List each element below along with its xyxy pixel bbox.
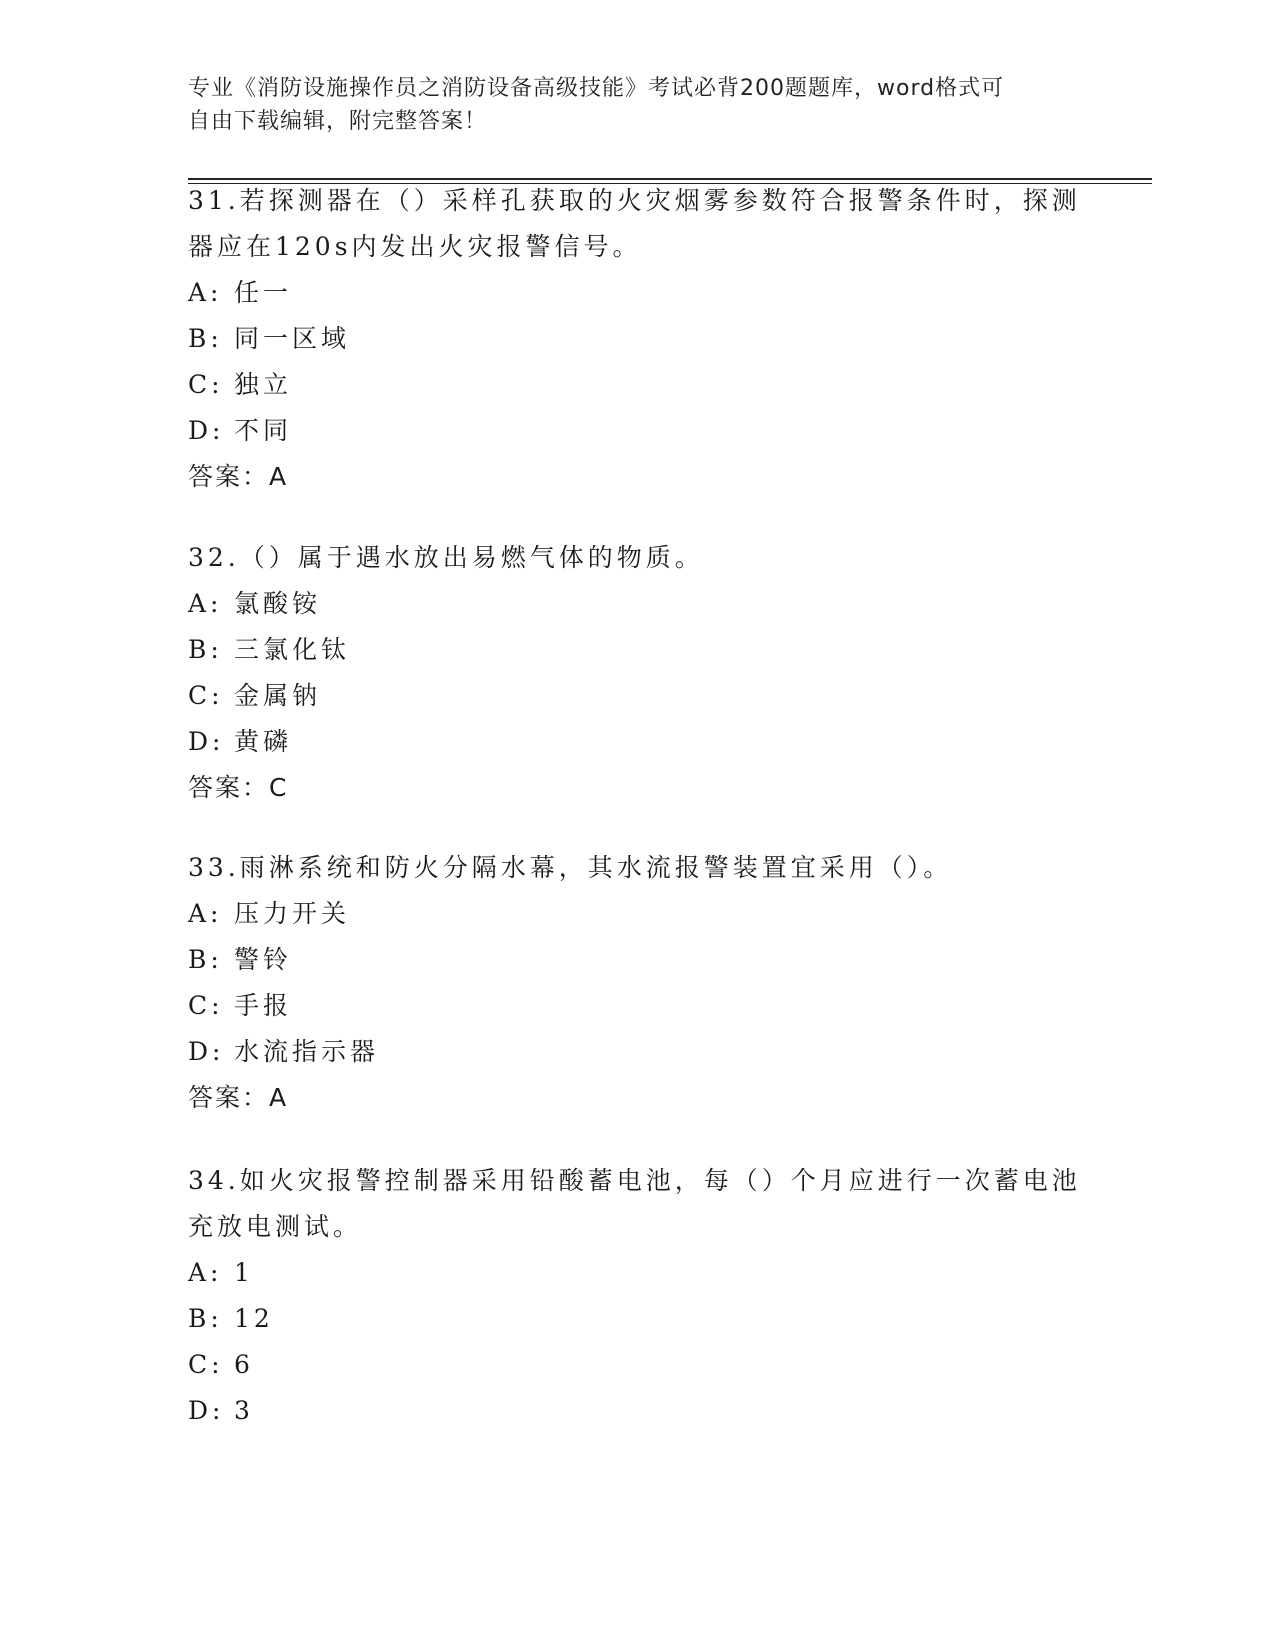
option-text: 金属钠 bbox=[234, 681, 322, 710]
header-line-2: 自由下载编辑，附完整答案！ bbox=[188, 109, 488, 134]
answer-line: 答案：A bbox=[188, 462, 289, 491]
option-c bbox=[188, 673, 1088, 719]
option-b bbox=[188, 627, 1088, 673]
option-text: 同一区域 bbox=[234, 324, 351, 353]
option-key: A: bbox=[188, 1258, 223, 1287]
answer-line: 答案：C bbox=[188, 773, 289, 802]
option-key: D: bbox=[188, 416, 225, 445]
option-key: B: bbox=[188, 324, 223, 353]
option-text: 三氯化钛 bbox=[234, 635, 351, 664]
option-text: 不同 bbox=[234, 416, 293, 445]
option-d bbox=[188, 1388, 1088, 1434]
option-text: 水流指示器 bbox=[234, 1037, 380, 1066]
option-key: C: bbox=[188, 370, 224, 399]
option-key: D: bbox=[188, 1396, 225, 1425]
option-key: B: bbox=[188, 1304, 223, 1333]
option-text: 6 bbox=[234, 1350, 254, 1379]
question-31 bbox=[188, 178, 1088, 500]
option-key: A: bbox=[188, 278, 223, 307]
option-key: C: bbox=[188, 681, 224, 710]
question-33 bbox=[188, 845, 1088, 1121]
header-line-1: 专业《消防设施操作员之消防设备高级技能》考试必背200题题库，word格式可 bbox=[188, 76, 1005, 101]
option-text: 氯酸铵 bbox=[234, 589, 322, 618]
question-32 bbox=[188, 535, 1088, 811]
option-a bbox=[188, 270, 1088, 316]
question-stem-line-1: 31.若探测器在（）采样孔获取的火灾烟雾参数符合报警条件时，探测 bbox=[188, 186, 1081, 215]
question-stem-line-2: 充放电测试。 bbox=[188, 1212, 363, 1241]
document-header bbox=[188, 72, 1068, 138]
option-a bbox=[188, 1250, 1088, 1296]
option-b bbox=[188, 937, 1088, 983]
option-text: 压力开关 bbox=[234, 899, 351, 928]
option-text: 12 bbox=[234, 1304, 274, 1333]
question-stem-line-1: 32.（）属于遇水放出易燃气体的物质。 bbox=[188, 543, 704, 572]
option-d bbox=[188, 1029, 1088, 1075]
question-stem-line-1: 34.如火灾报警控制器采用铅酸蓄电池，每（）个月应进行一次蓄电池 bbox=[188, 1166, 1081, 1195]
option-key: D: bbox=[188, 727, 225, 756]
option-key: C: bbox=[188, 991, 224, 1020]
option-b bbox=[188, 316, 1088, 362]
option-key: B: bbox=[188, 635, 223, 664]
option-text: 1 bbox=[234, 1258, 254, 1287]
option-text: 警铃 bbox=[234, 945, 293, 974]
option-d bbox=[188, 408, 1088, 454]
option-text: 3 bbox=[234, 1396, 254, 1425]
option-a bbox=[188, 581, 1088, 627]
question-stem-line-1: 33.雨淋系统和防火分隔水幕，其水流报警装置宜采用（）。 bbox=[188, 853, 953, 882]
answer-line: 答案：A bbox=[188, 1083, 289, 1112]
question-stem-line-2: 器应在120s内发出火灾报警信号。 bbox=[188, 232, 642, 261]
option-key: B: bbox=[188, 945, 223, 974]
option-key: A: bbox=[188, 589, 223, 618]
option-key: A: bbox=[188, 899, 223, 928]
option-text: 手报 bbox=[234, 991, 293, 1020]
option-a bbox=[188, 891, 1088, 937]
option-text: 任一 bbox=[234, 278, 293, 307]
question-34 bbox=[188, 1158, 1088, 1434]
option-text: 独立 bbox=[234, 370, 293, 399]
option-key: D: bbox=[188, 1037, 225, 1066]
option-c bbox=[188, 983, 1088, 1029]
option-text: 黄磷 bbox=[234, 727, 293, 756]
option-d bbox=[188, 719, 1088, 765]
option-c bbox=[188, 362, 1088, 408]
option-key: C: bbox=[188, 1350, 224, 1379]
option-c bbox=[188, 1342, 1088, 1388]
option-b bbox=[188, 1296, 1088, 1342]
